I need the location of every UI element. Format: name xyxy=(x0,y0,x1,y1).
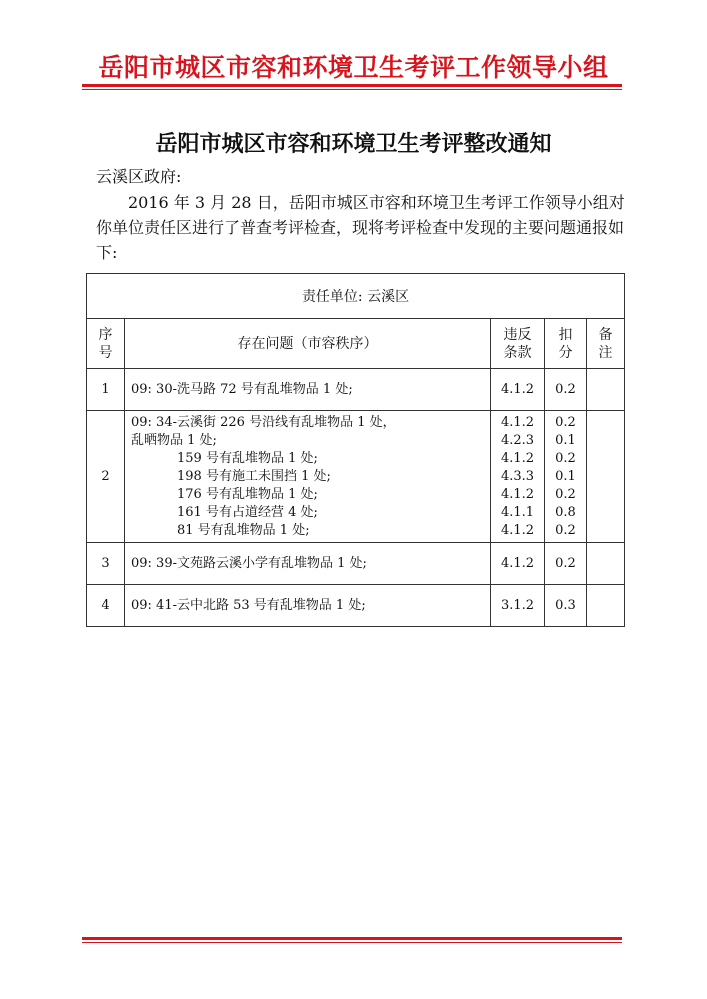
footer-red-line-thin xyxy=(82,942,622,943)
row-seq: 3 xyxy=(87,543,125,585)
row-score: 0.2 xyxy=(545,369,587,411)
row-issue: 09: 41-云中北路 53 号有乱堆物品 1 处; xyxy=(125,585,491,627)
row-issue: 09: 30-洗马路 72 号有乱堆物品 1 处; xyxy=(125,369,491,411)
row-score: 0.3 xyxy=(545,585,587,627)
row-note xyxy=(587,543,625,585)
table-row xyxy=(87,369,625,411)
unit-row xyxy=(87,274,625,319)
row-issue: 09: 39-文苑路云溪小学有乱堆物品 1 处; xyxy=(125,543,491,585)
row-code: 4.1.2 xyxy=(491,543,545,585)
org-title: 岳阳市城区市容和环境卫生考评工作领导小组 xyxy=(98,53,609,82)
header-score: 扣 分 xyxy=(545,319,587,369)
addressee: 云溪区政府: xyxy=(96,167,182,186)
footer-red-line-thick xyxy=(82,937,622,940)
header-red-line-thick xyxy=(82,84,622,87)
header-seq: 序 号 xyxy=(87,319,125,369)
row-seq: 2 xyxy=(87,411,125,543)
notice-body: 2016 年 3 月 28 日，岳阳市城区市容和环境卫生考评工作领导小组对你单位责任区进行了普查考评检查，现将考评检查中发现的主要问题通报如下: xyxy=(96,193,625,262)
document-title: 岳阳市城区市容和环境卫生考评整改通知 xyxy=(155,131,552,157)
row-note xyxy=(587,585,625,627)
header-issue: 存在问题（市容秩序） xyxy=(125,319,491,369)
row-code: 4.1.2 xyxy=(491,369,545,411)
row-code: 4.1.2 4.2.3 4.1.2 4.3.3 4.1.2 4.1.1 4.1.2 xyxy=(491,411,545,543)
responsible-unit: 责任单位: 云溪区 xyxy=(87,274,625,319)
row-seq: 1 xyxy=(87,369,125,411)
table-row xyxy=(87,543,625,585)
header-red-line-thin xyxy=(82,89,622,90)
header-row xyxy=(87,319,625,369)
row-issue: 09: 34-云溪街 226 号沿线有乱堆物品 1 处， 乱晒物品 1 处; 159 号有乱堆物品 1 处; 198 号有施工未围挡 1 处; 176 号有乱堆物品 1 处; 161 号有占道经营 4 处; 81 号有乱堆物品 1 处; xyxy=(125,411,491,543)
table-row xyxy=(87,585,625,627)
row-score: 0.2 xyxy=(545,543,587,585)
issues-table xyxy=(86,273,625,627)
row-note xyxy=(587,411,625,543)
header-note: 备 注 xyxy=(587,319,625,369)
row-note xyxy=(587,369,625,411)
header-code: 违反 条款 xyxy=(491,319,545,369)
table-row xyxy=(87,411,625,543)
row-code: 3.1.2 xyxy=(491,585,545,627)
row-seq: 4 xyxy=(87,585,125,627)
row-score: 0.2 0.1 0.2 0.1 0.2 0.8 0.2 xyxy=(545,411,587,543)
